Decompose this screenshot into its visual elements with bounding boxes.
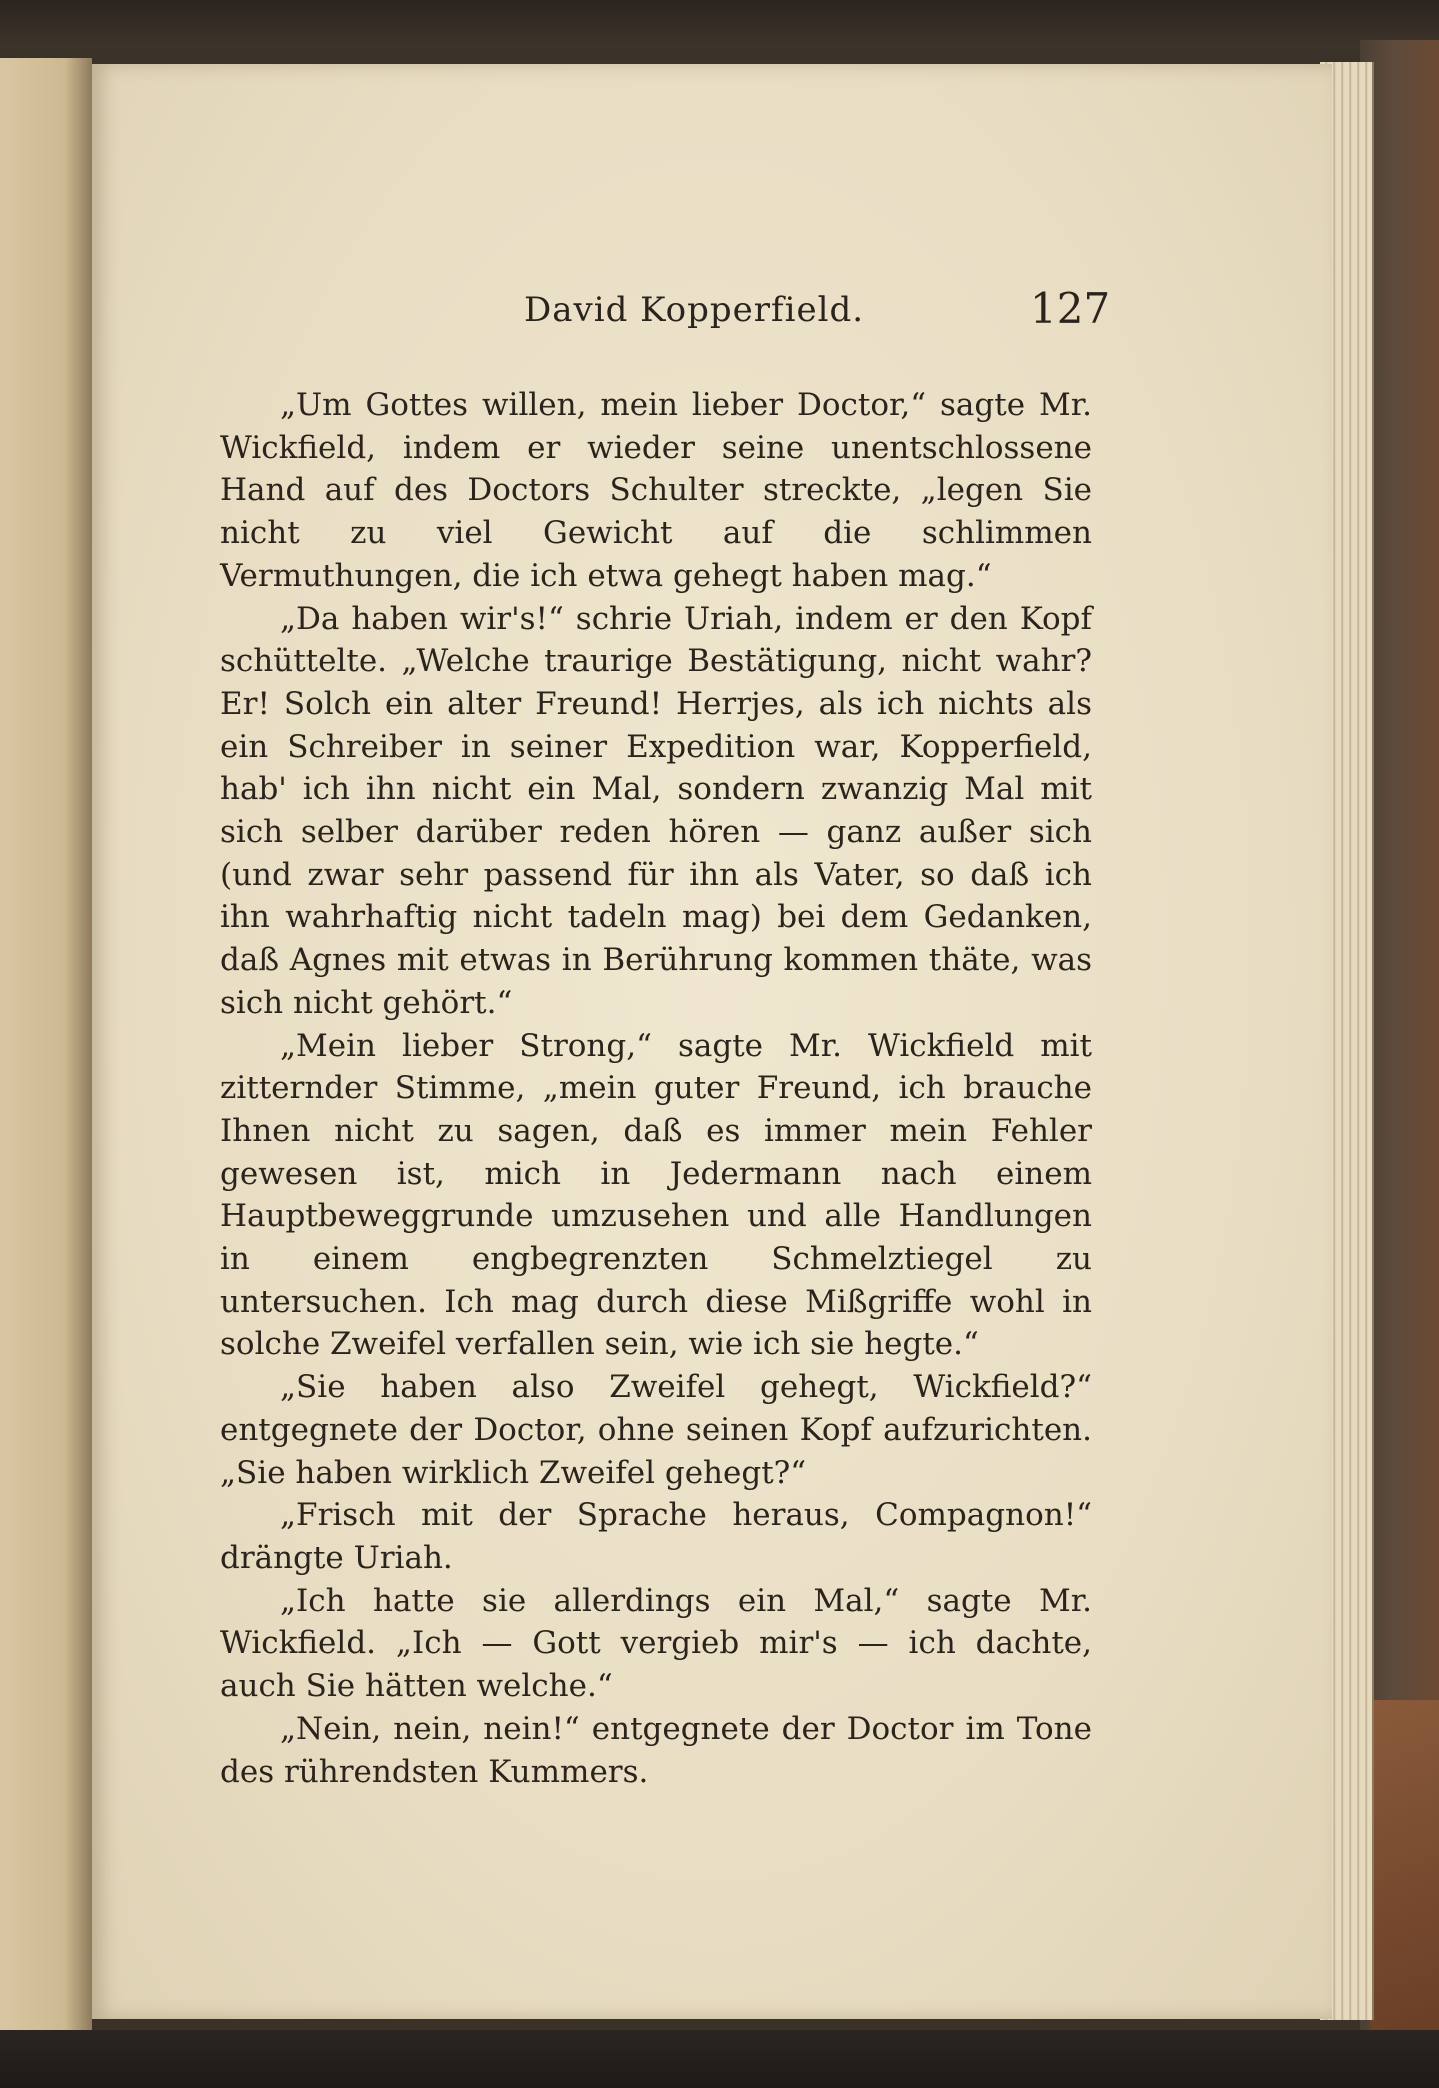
body-text: [220, 384, 1092, 1793]
book-cover-corner: [1370, 1700, 1439, 2030]
paragraph: „Da haben wir's!“ schrie Uriah, indem er den Kopf schüttelte. „Welche traurige Bestätigung, nicht wahr? Er! Solch ein alter Freund! Herrjes, als ich nichts als ein Schreiber in seiner Expedition war, Kopperfield, hab' ich ihn nicht ein Mal, sondern zwanzig Mal mit sich selber darüber reden hören — ganz außer sich (und zwar sehr passend für ihn als Vater, so daß ich ihn wahrhaftig nicht tadeln mag) bei dem Gedanken, daß Agnes mit etwas in Berührung kommen thäte, was sich nicht gehört.“: [220, 600, 1092, 1021]
paragraph: „Um Gottes willen, mein lieber Doctor,“ sagte Mr. Wickfield, indem er wieder seine unentschlossene Hand auf des Doctors Schulter streckte, „legen Sie nicht zu viel Gewicht auf die schlimmen Vermuthungen, die ich etwa gehegt haben mag.“: [220, 387, 1092, 594]
paragraph: „Ich hatte sie allerdings ein Mal,“ sagte Mr. Wickfield. „Ich — Gott vergieb mir's — ich dachte, auch Sie hätten welche.“: [220, 1582, 1092, 1705]
facing-page-edge: [0, 58, 92, 2033]
paragraph: „Mein lieber Strong,“ sagte Mr. Wickfield mit zitternder Stimme, „mein guter Freund, ich brauche Ihnen nicht zu sagen, daß es immer mein Fehler gewesen ist, mich in Jedermann nach einem Hauptbeweggrunde umzusehen und alle Handlungen in einem engbegrenzten Schmelztiegel zu untersuchen. Ich mag durch diese Mißgriffe wohl in solche Zweifel verfallen sein, wie ich sie hegte.“: [220, 1027, 1092, 1363]
book-page: [92, 64, 1332, 2019]
top-background-strip: [0, 0, 1439, 48]
paragraph: „Nein, nein, nein!“ entgegnete der Doctor im Tone des rührendsten Kummers.: [220, 1710, 1092, 1790]
paragraph: „Sie haben also Zweifel gehegt, Wickfield?“ entgegnete der Doctor, ohne seinen Kopf aufzurichten. „Sie haben wirklich Zweifel gehegt?“: [220, 1369, 1092, 1491]
page-number: 127: [1030, 284, 1111, 333]
bottom-background-strip: [0, 2030, 1439, 2088]
running-title: David Kopperfield.: [524, 290, 865, 330]
paragraph: „Frisch mit der Sprache heraus, Compagnon!“ drängte Uriah.: [220, 1497, 1092, 1576]
page-header: [92, 284, 1332, 350]
